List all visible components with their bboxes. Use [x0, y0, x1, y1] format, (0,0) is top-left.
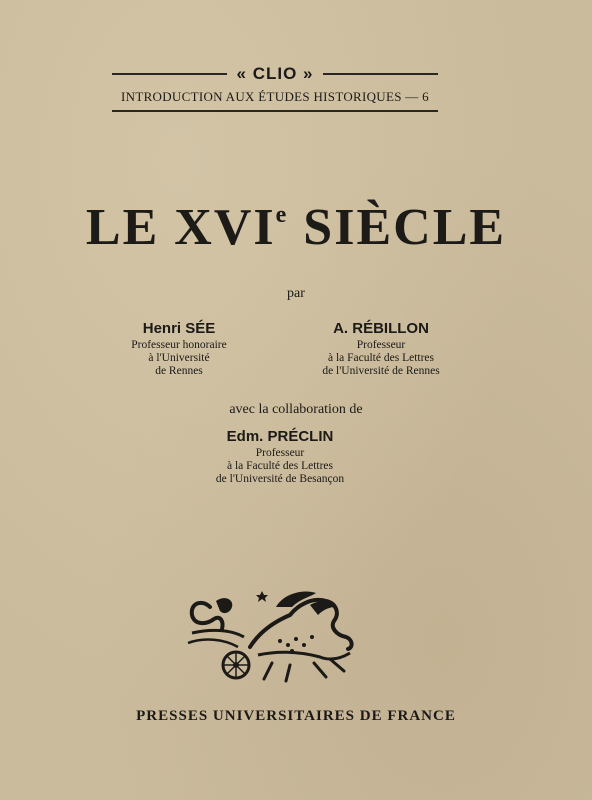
divider: [323, 73, 438, 75]
collaborator-block: [182, 430, 378, 486]
author-affiliation: Professeur honoraire: [131, 339, 227, 351]
collaborator-affiliation: à la Faculté des Lettres: [226, 460, 333, 472]
collaboration-label: avec la collaboration de: [229, 402, 363, 417]
series-name: « CLIO »: [236, 64, 314, 83]
title-superscript: e: [275, 202, 289, 228]
title-part: SIÈCLE: [288, 199, 507, 256]
author-affiliation: à la Faculté des Lettres: [327, 352, 434, 364]
series-title-row: [112, 64, 438, 84]
chariot-horses-emblem-icon: [180, 585, 362, 685]
author-block: [94, 322, 264, 378]
book-title: [0, 198, 592, 257]
collaborator-name: Edm. PRÉCLIN: [226, 428, 334, 445]
author-affiliation: à l'Université: [148, 352, 210, 364]
author-block: [300, 322, 462, 378]
author-name: Henri SÉE: [142, 320, 216, 337]
by-label: par: [287, 286, 305, 301]
author-affiliation: Professeur: [356, 339, 406, 351]
series-subtitle: INTRODUCTION AUX ÉTUDES HISTORIQUES — 6: [112, 89, 438, 112]
collaborator-affiliation: Professeur: [255, 447, 305, 459]
author-affiliation: de Rennes: [155, 365, 203, 377]
publisher: PRESSES UNIVERSITAIRES DE FRANCE: [136, 708, 456, 724]
author-name: A. RÉBILLON: [333, 320, 429, 337]
series-header: [112, 64, 438, 112]
collaborator-affiliation: de l'Université de Besançon: [215, 473, 345, 485]
author-affiliation: de l'Université de Rennes: [322, 365, 440, 377]
divider: [112, 73, 227, 75]
title-part: LE XVI: [85, 199, 276, 256]
